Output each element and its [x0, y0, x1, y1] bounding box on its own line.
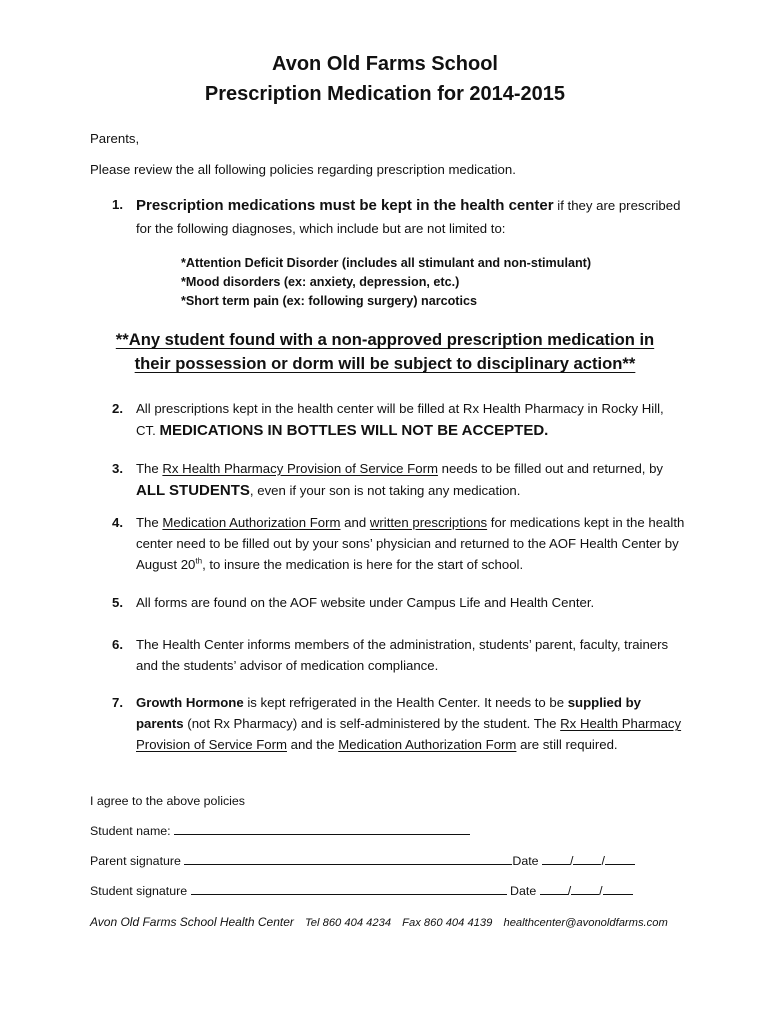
parent-signature-field[interactable]	[184, 852, 512, 865]
diagnosis-2: *Mood disorders (ex: anxiety, depression, etc.)	[181, 275, 460, 289]
date-day-field[interactable]	[571, 882, 599, 895]
footer-tel: Tel 860 404 4234	[304, 917, 392, 929]
policy-item-7	[112, 692, 687, 755]
policy-item-6	[112, 634, 687, 676]
agreement-statement: I agree to the above policies	[90, 794, 245, 808]
medication-authorization-form-link[interactable]: Medication Authorization Form	[162, 515, 341, 530]
document-title: Prescription Medication for 2014-2015	[204, 83, 566, 105]
student-name-label: Student name:	[90, 824, 171, 838]
date-month-field[interactable]	[542, 852, 570, 865]
item7-text-b: (not Rx Pharmacy) and is self-administered by the student. The	[183, 716, 561, 732]
growth-hormone-bold: Growth Hormone	[136, 695, 244, 710]
student-name-field[interactable]	[174, 822, 470, 835]
item2-text: All prescriptions kept in the health center will be filled at Rx Health Pharmacy in Rocky Hill, CT.	[136, 401, 664, 439]
footer-fax: Fax 860 404 4139	[402, 917, 493, 929]
date-label: Date	[512, 854, 539, 868]
item4-text-a: The	[136, 515, 163, 530]
student-name-row	[90, 822, 470, 842]
written-prescriptions-link[interactable]: written prescriptions	[369, 515, 488, 530]
footer-email[interactable]: healthcenter@avonoldfarms.com	[503, 917, 668, 929]
date-day-field[interactable]	[573, 852, 601, 865]
date-month-field[interactable]	[540, 882, 568, 895]
item3-text-a: The	[136, 461, 163, 476]
salutation: Parents,	[90, 131, 140, 146]
item3-text-b: needs to be filled out and returned, by	[437, 461, 664, 476]
date-separator: /	[570, 854, 574, 868]
disciplinary-warning	[70, 328, 700, 376]
policy-item-2	[112, 398, 687, 443]
item1-bold: Prescription medications must be kept in the health center	[136, 197, 554, 214]
school-title: Avon Old Farms School	[272, 53, 498, 75]
parent-signature-label: Parent signature	[90, 854, 181, 868]
item4-text-d: , to insure the medication is here for the start of school.	[202, 557, 524, 573]
supplied-by-parents-bold: supplied by parents	[136, 695, 641, 732]
date-separator: /	[601, 854, 605, 868]
rx-service-form-link[interactable]: Rx Health Pharmacy Provision of Service Form	[136, 716, 682, 753]
item1-text: if they are prescribed for the following diagnoses, which include but are not limited to:	[136, 198, 681, 236]
footer-contact	[90, 913, 676, 933]
item5-text: All forms are found on the AOF website under Campus Life and Health Center.	[136, 595, 595, 610]
item7-text-a: is kept refrigerated in the Health Center. It needs to be	[243, 695, 568, 710]
policy-item-1	[112, 194, 687, 239]
item-number: 6.	[112, 637, 123, 652]
policy-item-5	[112, 592, 687, 613]
item-number: 2.	[112, 401, 123, 416]
diagnosis-3: *Short term pain (ex: following surgery) narcotics	[181, 294, 478, 308]
medication-authorization-form-link[interactable]: Medication Authorization Form	[338, 737, 517, 753]
item4-text-c: for medications kept in the health center need to be filled out by your sons’ physician and returned to the AOF Health Center by August 20	[136, 515, 685, 573]
date-year-field[interactable]	[603, 882, 633, 895]
warning-line-1: **Any student found with a non-approved prescription medication in	[115, 330, 655, 349]
student-signature-label: Student signature	[90, 884, 188, 898]
review-instruction: Please review the all following policies regarding prescription medication.	[90, 162, 516, 177]
item7-text-c: and the	[286, 737, 339, 753]
item6-text: The Health Center informs members of the administration, students’ parent, faculty, trainers and the students’ advisor of medication compliance.	[136, 637, 669, 674]
footer-org: Avon Old Farms School Health Center	[90, 915, 294, 929]
policy-item-3	[112, 458, 687, 503]
item3-text-c: , even if your son is not taking any medication.	[249, 483, 521, 499]
policy-item-4	[112, 512, 687, 575]
date-year-field[interactable]	[605, 852, 635, 865]
warning-line-2: their possession or dorm will be subject to disciplinary action**	[134, 354, 636, 374]
date-separator: /	[599, 884, 603, 898]
ordinal-suffix: th	[195, 556, 203, 566]
item-number: 3.	[112, 461, 123, 476]
item2-bold: MEDICATIONS IN BOTTLES WILL NOT BE ACCEPTED.	[159, 422, 549, 440]
item4-text-b: and	[340, 515, 370, 530]
date-separator: /	[567, 884, 572, 898]
student-signature-row	[90, 882, 633, 902]
item-number: 1.	[112, 197, 123, 212]
parent-signature-row	[90, 852, 635, 872]
item-number: 7.	[112, 695, 123, 710]
date-label: Date	[510, 884, 537, 898]
rx-service-form-link[interactable]: Rx Health Pharmacy Provision of Service Form	[162, 461, 438, 476]
diagnosis-1: *Attention Deficit Disorder (includes all stimulant and non-stimulant)	[181, 256, 592, 270]
item7-text-d: are still required.	[516, 737, 618, 753]
all-students-bold: ALL STUDENTS	[136, 482, 250, 500]
item-number: 4.	[112, 515, 123, 530]
student-signature-field[interactable]	[191, 882, 507, 895]
item-number: 5.	[112, 595, 123, 610]
